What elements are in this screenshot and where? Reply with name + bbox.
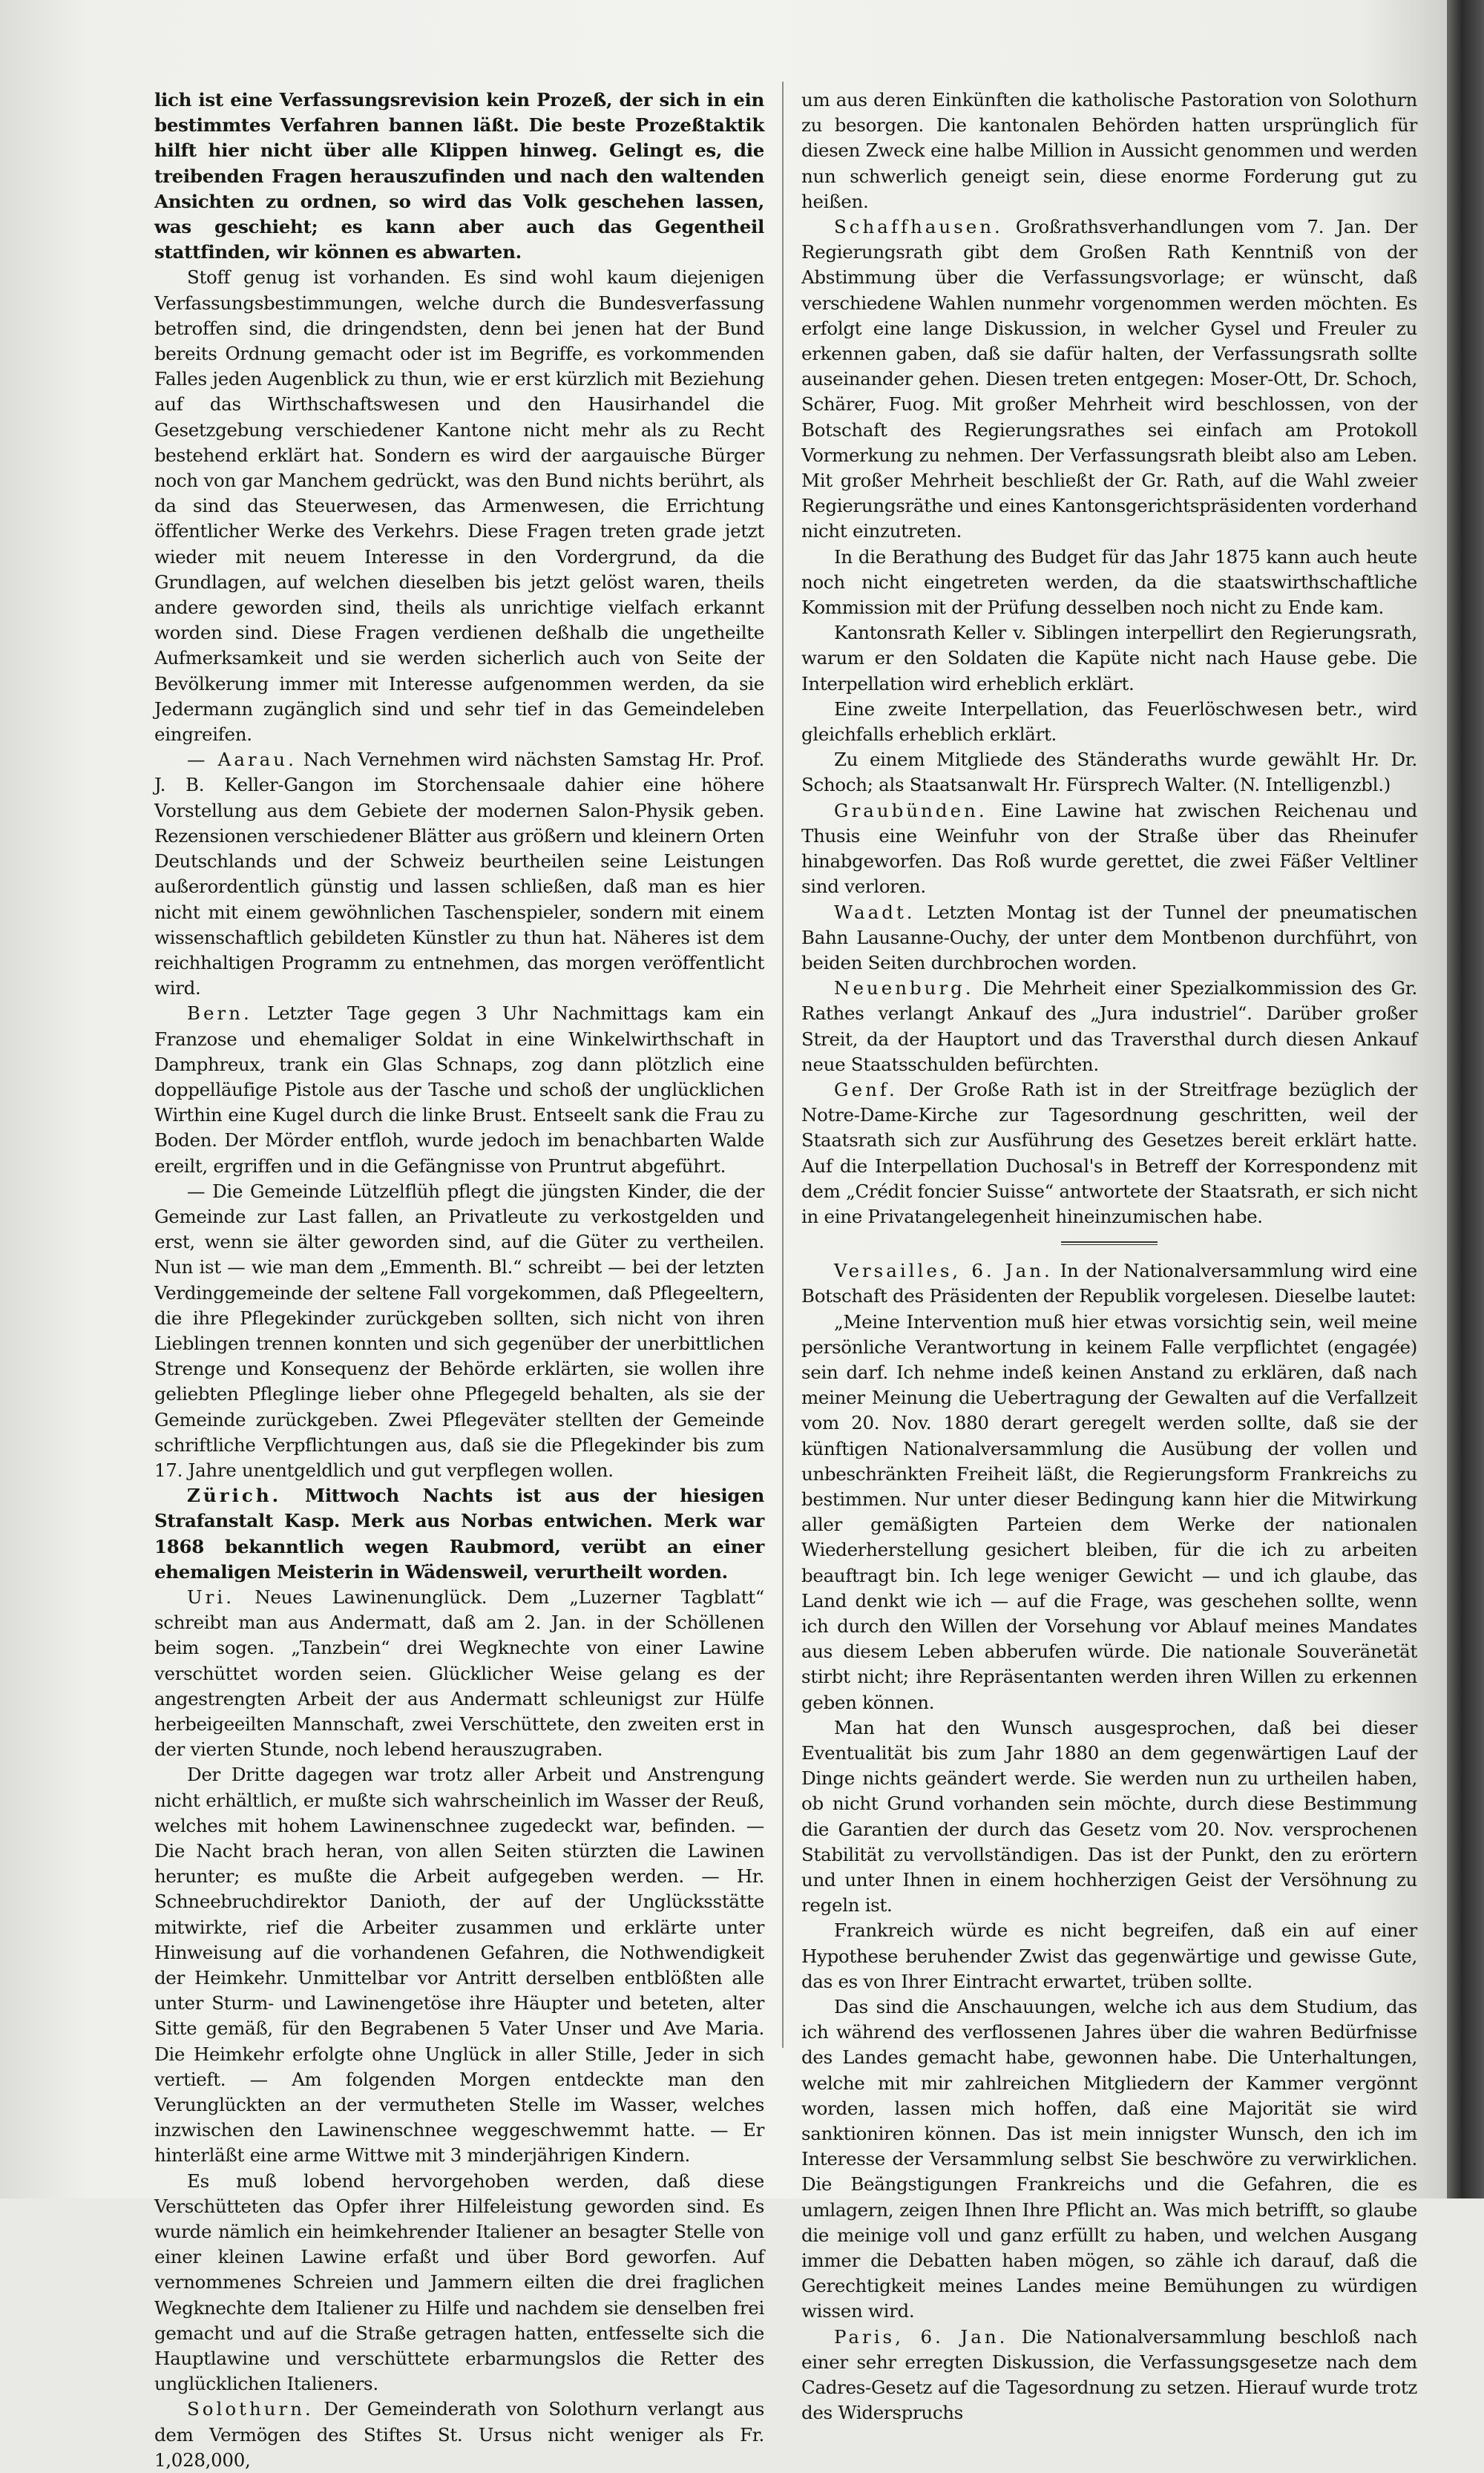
article-paragraph [154,2169,764,2397]
article-dateline: Uri. [187,1586,234,1608]
article-text: lich ist eine Verfassungsrevision kein Prozeß, der sich in ein bestimmtes Verfahren bannen läßt. Die beste Prozeßtaktik hilft hier nicht über alle Klippen hinweg. Gelingt es, die treibenden Fragen herauszufinden und nach den waltenden Ansichten zu ordnen, so wird das Volk geschehen lassen, was geschieht; es kann aber auch das Gegentheil stattfinden, wir können es abwarten. [154,89,764,263]
article-paragraph [801,1918,1417,1994]
article-paragraph [801,620,1417,697]
article-paragraph [154,1001,764,1178]
article-text: Es muß lobend hervorgehoben werden, daß diese Verschütteten das Opfer ihrer Hilfeleistung geworden sind. Es wurde nämlich ein heimkehrender Italiener an besagter Stelle von einer kleinen Lawine erfaßt und über Bord geworfen. Auf vernommenes Schreien und Jammern eilten die drei fraglichen Wegknechte dem Italiener zu Hilfe und nachdem sie denselben frei gemacht und auf die Straße getragen hatten, entfesselte sich die Hauptlawine und verschüttete erbarmungslos die Retter des unglücklichen Italieners. [154,2170,764,2395]
section-divider [1061,1241,1158,1245]
article-paragraph [154,1179,764,1483]
article-paragraph [801,1310,1417,1715]
article-text: Man hat den Wunsch ausgesprochen, daß bei dieser Eventualität bis zum Jahr 1880 an dem gegenwärtigen Lauf der Dinge nichts geändert werde. Sie werden nun zu urtheilen haben, ob nicht Grund vorhanden sein möchte, durch diese Bestimmung die Garantien der durch das Gesetz vom 20. Nov. versprochenen Stabilität zu vervollständigen. Das ist der Punkt, den zu erörtern und unter Ihnen in einem hochherzigen Geist der Versöhnung zu regeln ist. [801,1716,1417,1917]
article-paragraph [801,214,1417,545]
article-text: Mittwoch Nachts ist aus der hiesigen Strafanstalt Kasp. Merk aus Norbas entwichen. Merk war 1868 bekanntlich wegen Raubmord, verübt an einer ehemaligen Meisterin in Wädensweil, verurtheilt worden. [154,1485,765,1583]
article-paragraph [154,1762,764,2168]
article-text: Letzten Montag ist der Tunnel der pneumatischen Bahn Lausanne-Ouchy, der unter dem Montbenon durchführt, von beiden Seiten durchbrochen worden. [801,901,1417,973]
article-paragraph [154,2397,764,2473]
article-paragraph [801,1715,1417,1919]
article-text: Der Dritte dagegen war trotz aller Arbeit und Anstrengung nicht erhältlich, er mußte sich wahrscheinlich im Wasser der Reuß, welches mit hohem Lawinenschnee zugedeckt war, befinden. — Die Nacht brach heran, von allen Seiten stürzten die Lawinen herunter; es mußte die Arbeit aufgegeben werden. — Hr. Schneebruchdirektor Danioth, der auf der Unglücksstätte mitwirkte, rief die Arbeiter zusammen und erklärte unter Hinweisung auf die vorhandenen Gefahren, die Nothwendigkeit der Heimkehr. Unmittelbar vor Antritt derselben entblößten alle unter Sturm- und Lawinengetöse ihre Häupter und beteten, alter Sitte gemäß, für den Begrabenen 5 Vater Unser und Ave Maria. Die Heimkehr erfolgte ohne Unglück in aller Stille, Jeder in sich vertieft. — Am folgenden Morgen entdeckte man den Verunglückten an der vermutheten Stelle im Wasser, welches inzwischen den Lawinenschnee weggeschwemmt hatte. — Er hinterläßt eine arme Wittwe mit 3 minderjährigen Kindern. [154,1764,764,2167]
article-text: Großrathsverhandlungen vom 7. Jan. Der Regierungsrath gibt dem Großen Rath Kenntniß von der Abstimmung über die Verfassungsvorlage; er wünscht, daß verschiedene Wahlen nunmehr vorgenommen werden möchten. Es erfolgt eine lange Diskussion, in welcher Gysel und Freuler zu erkennen gaben, daß sie dafür halten, der Verfassungsrath sollte auseinander gehen. Diesen treten entgegen: Moser-Ott, Dr. Schoch, Schärer, Fuog. Mit großer Mehrheit wird beschlossen, von der Botschaft des Regierungsrathes sei einfach am Protokoll Vormerkung zu nehmen. Der Verfassungsrath bleibt also am Leben. Mit großer Mehrheit beschließt der Gr. Rath, auf die Wahl zweier Regierungsräthe und eines Kantonsgerichtspräsidenten vorderhand nicht einzutreten. [801,216,1417,542]
article-text: Das sind die Anschauungen, welche ich aus dem Studium, das ich während des verflossenen Jahres über die wahren Bedürfnisse des Landes gemacht habe, gewonnen habe. Die Unterhaltungen, welche mit mir zahlreichen Mitgliedern der Kammer vergönnt worden, lassen mich hoffen, daß eine Majorität sie wird sanktioniren können. Das ist mein innigster Wunsch, den ich im Interesse der Versammlung selbst Sie beschwöre zu verwirklichen. Die Beängstigungen Frankreichs und die Gefahren, die es umlagern, zeigen Ihnen Ihre Pflicht an. Was mich betrifft, so glaube die meinige voll und ganz erfüllt zu haben, und welchen Ausgang immer die Debatten haben mögen, so zähle ich darauf, daß die Gerechtigkeit meines Landes meine Bemühungen zu würdigen wissen wird. [801,1996,1417,2322]
article-text: Der Große Rath ist in der Streitfrage bezüglich der Notre-Dame-Kirche zur Tagesordnung geschritten, weil der Staatsrath sich zur Ausführung des Gesetzes bereit erklärt hatte. Auf die Interpellation Duchosal's in Betreff der Korrespondenz mit dem „Crédit foncier Suisse“ antwortete der Staatsrath, er sich nicht in eine Privatangelegenheit hineinzumischen habe. [801,1078,1417,1227]
article-paragraph [801,747,1417,798]
article-dateline: Genf. [834,1078,898,1100]
article-paragraph [801,2325,1417,2426]
article-paragraph [801,900,1417,976]
article-text: In die Berathung des Budget für das Jahr 1875 kann auch heute noch nicht eingetreten werden, da die staatswirthschaftliche Kommission mit der Prüfung desselben noch nicht zu Ende kam. [801,545,1417,619]
article-dateline: Waadt. [834,901,916,923]
right-column [801,88,1417,2426]
page-edge-shadow [1447,0,1484,2198]
article-text: Eine zweite Interpellation, das Feuerlöschwesen betr., wird gleichfalls erheblich erklärt. [801,697,1417,746]
article-paragraph [801,1077,1417,1229]
article-text: Neues Lawinenunglück. Dem „Luzerner Tagblatt“ schreibt man aus Andermatt, daß am 2. Jan. in der Schöllenen beim sogen. „Tanzbein“ drei Wegknechte von einer Lawine verschüttet worden seien. Glücklicher Weise gelang es der angestrengten Arbeit der aus Andermatt schleunigst zur Hülfe herbeigeeilten Mannschaft, zwei Verschüttete, den zweiten erst in der vierten Stunde, noch lebend herauszugraben. [154,1586,764,1761]
article-dateline: Paris, 6. Jan. [834,2325,1008,2348]
article-dateline: — Aarau. [187,749,297,771]
article-text: „Meine Intervention muß hier etwas vorsichtig sein, weil meine persönliche Verantwortung in keinem Falle verpflichtet (engagée) sein darf. Ich nehme indeß keinen Anstand zu erklären, daß nach meiner Meinung die Uebertragung der Gewalten auf die Verfallzeit vom 20. Nov. 1880 derart geregelt werden sollte, daß sie der künftigen Nationalversammlung die Ausübung der vollen und unbeschränkten Freiheit läßt, die Regierungsform Frankreichs zu bestimmen. Nur unter dieser Bedingung kann hier die Mitwirkung aller gemäßigten Parteien dem Werke der nationalen Wiederherstellung gesichert bleiben, für die ich zu arbeiten beauftragt bin. Ich lege weniger Gewicht — und ich glaube, das Land denkt wie ich — auf die Frage, was geschehen sollte, wenn ich durch den Willen der Vorsehung vor Ablauf meines Mandates aus diesem Leben abberufen würde. Die nationale Souveränetät stirbt nicht; ihre Repräsentanten werden ihren Willen zu erkennen geben können. [801,1310,1417,1713]
article-text: Eine Lawine hat zwischen Reichenau und Thusis eine Weinfuhr von der Straße über das Rheinufer hinabgeworfen. Das Roß wurde gerettet, die zwei Fäßer Veltliner sind verloren. [801,799,1417,898]
article-paragraph [801,1994,1417,2325]
article-dateline: Schaffhausen. [834,216,1003,238]
article-text: Die Mehrheit einer Spezialkommission des Gr. Rathes verlangt Ankauf des „Jura industriel“. Darüber großer Streit, da der Hauptort und das Traversthal durch diesen Ankauf neue Staatsschulden befürchten. [801,977,1417,1075]
article-paragraph [154,88,764,265]
article-text: Kantonsrath Keller v. Siblingen interpellirt den Regierungsrath, warum er den Soldaten die Kapüte nicht nach Hause gebe. Die Interpellation wird erheblich erklärt. [801,622,1417,694]
article-text: Letzter Tage gegen 3 Uhr Nachmittags kam ein Franzose und ehemaliger Soldat in eine Winkelwirthschaft in Damphreux, trank ein Glas Schnaps, zog dann plötzlich eine doppelläufige Pistole aus der Tasche und schoß der unglücklichen Wirthin eine Kugel durch die linke Brust. Entseelt sank die Frau zu Boden. Der Mörder entfloh, wurde jedoch im benachbarten Walde ereilt, ergriffen und in die Gefängnisse von Pruntrut abgeführt. [154,1002,764,1177]
left-column [154,88,764,2473]
article-text: In der Nationalversammlung wird eine Botschaft des Präsidenten der Republik vorgelesen. Dieselbe lautet: [801,1260,1417,1307]
article-paragraph [801,88,1417,214]
article-paragraph [801,976,1417,1077]
article-text: um aus deren Einkünften die katholische Pastoration von Solothurn zu besorgen. Die kantonalen Behörden hatten ursprünglich für diesen Zweck eine halbe Million in Aussicht genommen und werden nun schwerlich geneigt sein, diese enorme Forderung gut zu heißen. [801,89,1417,212]
article-text: Der Gemeinderath von Solothurn verlangt aus dem Vermögen des Stiftes St. Ursus nicht weniger als Fr. 1,028,000, [154,2398,764,2471]
article-paragraph [801,697,1417,747]
article-text: — Die Gemeinde Lützelflüh pflegt die jüngsten Kinder, die der Gemeinde zur Last fallen, an Privatleute zu verkostgelden und erst, wenn sie älter geworden sind, auf die Güter zu vertheilen. Nun ist — wie man dem „Emmenth. Bl.“ schreibt — bei der letzten Verdinggemeinde der seltene Fall vorgekommen, daß Pflegeeltern, die ihre Pflegekinder zurückgeben sollten, sich nicht von ihren Lieblingen trennen konnten und sich gegenüber der unerbittlichen Strenge und Konsequenz der Behörde erklärten, sie wollen ihre geliebten Pfleglinge lieber ohne Pflegegeld behalten, als sie der Gemeinde zurückgeben. Zwei Pflegeväter stellten der Gemeinde schriftliche Verpflichtungen aus, daß sie die Pflegekinder bis zum 17. Jahre unentgeldlich und gut verpflegen wollen. [154,1180,764,1481]
article-dateline: Graubünden. [834,799,988,821]
article-dateline: Zürich. [187,1485,282,1507]
article-paragraph [801,545,1417,621]
article-text: Frankreich würde es nicht begreifen, daß ein auf einer Hypothese beruhender Zwist das gegenwärtige und gewisse Gute, das es von Ihrer Eintracht erwartet, trüben sollte. [801,1919,1417,1992]
article-dateline: Versailles, 6. Jan. [834,1260,1053,1282]
article-paragraph [801,1258,1417,1309]
article-dateline: Neuenburg. [834,977,974,999]
article-dateline: Bern. [187,1002,252,1025]
article-paragraph [154,1483,764,1585]
article-paragraph [154,1585,764,1762]
article-dateline: Solothurn. [187,2398,314,2420]
column-rule [782,82,784,2048]
article-paragraph [801,798,1417,900]
article-text: Die Nationalversammlung beschloß nach einer sehr erregten Diskussion, die Verfassungsgesetze nach dem Cadres-Gesetz auf die Tagesordnung zu setzen. Hierauf wurde trotz des Widerspruchs [801,2325,1417,2424]
article-text: Nach Vernehmen wird nächsten Samstag Hr. Prof. J. B. Keller-Gangon im Storchensaale dahier eine höhere Vorstellung aus dem Gebiete der modernen Salon-Physik geben. Rezensionen verschiedener Blätter aus größern und kleinern Orten Deutschlands und der Schweiz beurtheilen seine Leistungen außerordentlich günstig und lassen schließen, daß man es hier nicht mit einem gewöhnlichen Taschenspieler, sondern mit einem wissenschaftlich gebildeten Künstler zu thun hat. Näheres ist dem reichhaltigen Programm zu entnehmen, das morgen veröffentlicht wird. [154,749,764,999]
article-paragraph [154,265,764,747]
article-paragraph [154,747,764,1001]
article-text: Zu einem Mitgliede des Ständeraths wurde gewählt Hr. Dr. Schoch; als Staatsanwalt Hr. Fürsprech Walter. (N. Intelligenzbl.) [801,749,1417,796]
article-text: Stoff genug ist vorhanden. Es sind wohl kaum diejenigen Verfassungsbestimmungen, welche durch die Bundesverfassung betroffen sind, die dringendsten, denn bei jenen hat der Bund bereits Ordnung gemacht oder ist im Begriffe, es vorkommenden Falles jeden Augenblick zu thun, wie er erst kürzlich mit Beziehung auf das Wirthschaftswesen und den Hausirhandel die Gesetzgebung verschiedener Kantone nicht mehr als zu Recht bestehend erklärt hat. Sondern es wird der aargauische Bürger noch von gar Manchem gedrückt, was den Bund nichts berührt, als da sind das Steuerwesen, das Armenwesen, die Errichtung öffentlicher Werke des Verkehrs. Diese Fragen treten grade jetzt wieder mit neuem Interesse in den Vordergrund, da die Grundlagen, auf welchen dieselben bis jetzt gelöst waren, theils andere geworden sind, theils als unrichtige vielfach erkannt worden sind. Diese Fragen verdienen deßhalb die ungetheilte Aufmerksamkeit und sie werden sicherlich auch von Seite der Bevölkerung immer mit Interesse aufgenommen werden, da sie Jedermann zugänglich sind und sehr tief in das Gemeindeleben eingreifen. [154,266,764,746]
